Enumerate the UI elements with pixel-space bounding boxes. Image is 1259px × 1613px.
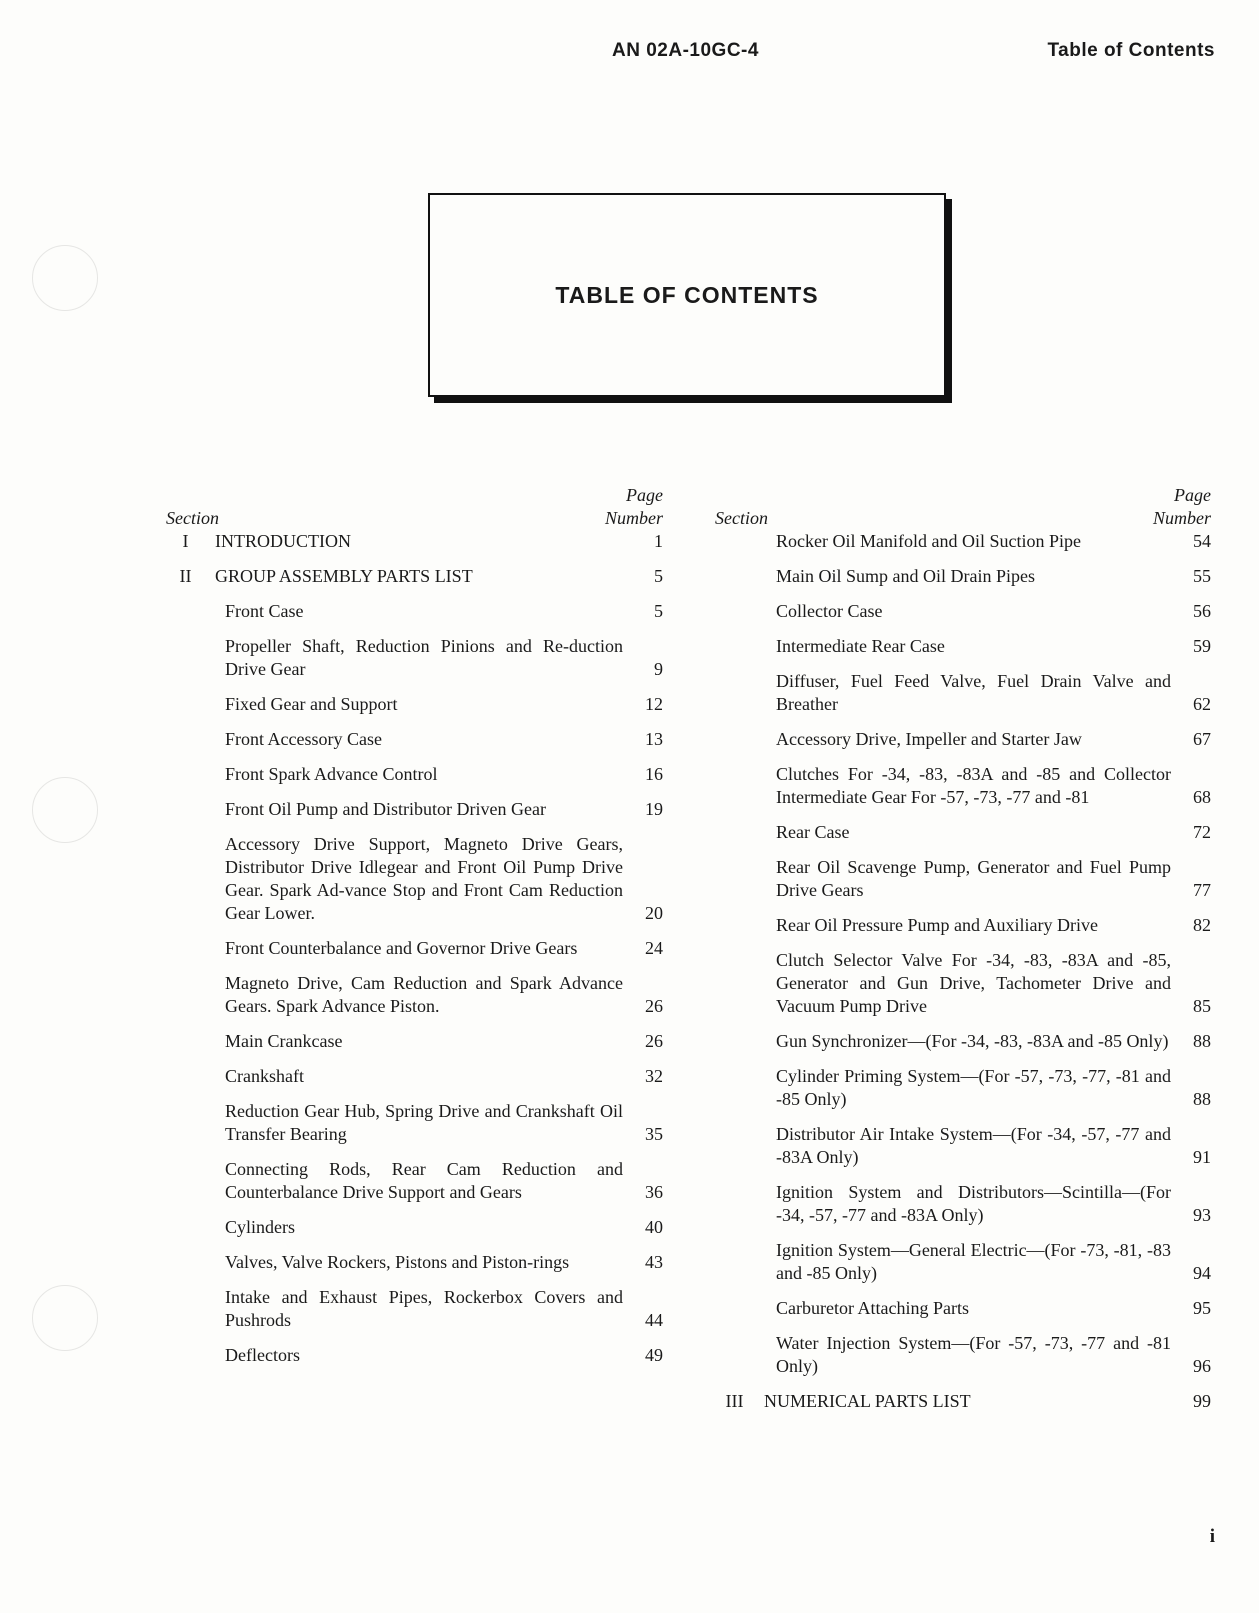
entry-page-number: 35 bbox=[645, 1124, 663, 1144]
toc-entry bbox=[715, 1030, 1211, 1053]
entry-page-number: 95 bbox=[1193, 1298, 1211, 1318]
entry-title bbox=[166, 937, 663, 960]
entry-page-number: 77 bbox=[1193, 880, 1211, 900]
entry-page-number: 99 bbox=[1193, 1391, 1211, 1411]
entry-text: Reduction Gear Hub, Spring Drive and Crankshaft Oil Transfer Bearing bbox=[225, 1101, 623, 1144]
entry-text: Rear Oil Pressure Pump and Auxiliary Drive bbox=[776, 915, 1098, 935]
entry-title bbox=[715, 914, 1211, 937]
section-title: NUMERICAL PARTS LIST bbox=[764, 1391, 971, 1411]
toc-entry bbox=[715, 1065, 1211, 1111]
entry-page-number: 67 bbox=[1193, 729, 1211, 749]
entry-text: Front Counterbalance and Governor Drive Gears bbox=[225, 938, 578, 958]
toc-entry bbox=[166, 972, 663, 1018]
entry-text: Front Spark Advance Control bbox=[225, 764, 438, 784]
entry-page-number: 55 bbox=[1193, 566, 1211, 586]
entry-page-number: 44 bbox=[645, 1310, 663, 1330]
entry-page-number: 88 bbox=[1193, 1031, 1211, 1051]
toc-entry bbox=[715, 821, 1211, 844]
entry-text: Clutch Selector Valve For -34, -83, -83A and -85, Generator and Gun Drive, Tachometer Drive and Vacuum Pump Drive bbox=[776, 950, 1171, 1016]
document-number: AN 02A-10GC-4 bbox=[612, 40, 759, 61]
entry-text: Front Case bbox=[225, 601, 304, 621]
toc-entry bbox=[166, 1030, 663, 1053]
entry-title bbox=[166, 565, 663, 588]
entry-text: Accessory Drive, Impeller and Starter Jaw bbox=[776, 729, 1082, 749]
entry-title bbox=[715, 1030, 1211, 1053]
toc-entry bbox=[166, 1344, 663, 1367]
entry-page-number: 62 bbox=[1193, 694, 1211, 714]
toc-entry bbox=[715, 1332, 1211, 1378]
page-number: i bbox=[1209, 1526, 1215, 1547]
entry-text: Collector Case bbox=[776, 601, 883, 621]
section-header: Section bbox=[715, 508, 768, 528]
entry-text: Fixed Gear and Support bbox=[225, 694, 398, 714]
entry-title bbox=[715, 856, 1211, 902]
entry-title bbox=[715, 565, 1211, 588]
section-numeral: III bbox=[725, 1391, 744, 1411]
entry-title bbox=[715, 728, 1211, 751]
entry-page-number: 26 bbox=[645, 1031, 663, 1051]
toc-entry bbox=[166, 763, 663, 786]
entry-page-number: 24 bbox=[645, 938, 663, 958]
toc-entry bbox=[166, 798, 663, 821]
entry-title bbox=[166, 600, 663, 623]
entry-text: Front Oil Pump and Distributor Driven Gear bbox=[225, 799, 546, 819]
entry-title bbox=[166, 798, 663, 821]
punch-hole bbox=[32, 245, 98, 311]
entry-text: Diffuser, Fuel Feed Valve, Fuel Drain Valve and Breather bbox=[776, 671, 1171, 714]
toc-entry bbox=[166, 635, 663, 681]
toc-entry bbox=[715, 914, 1211, 937]
entry-text: Propeller Shaft, Reduction Pinions and Re-duction Drive Gear bbox=[225, 636, 623, 679]
toc-entry bbox=[715, 565, 1211, 588]
entry-text: Cylinders bbox=[225, 1217, 295, 1237]
toc-entry bbox=[166, 1251, 663, 1274]
toc-section-entry bbox=[715, 1390, 1211, 1413]
entry-page-number: 40 bbox=[645, 1217, 663, 1237]
entry-page-number: 56 bbox=[1193, 601, 1211, 621]
entry-title bbox=[166, 1030, 663, 1053]
entry-page-number: 16 bbox=[645, 764, 663, 784]
toc-entry bbox=[166, 600, 663, 623]
column-header bbox=[715, 484, 1211, 530]
entry-title bbox=[715, 1390, 1211, 1413]
entry-title bbox=[715, 530, 1211, 553]
entry-text: Main Crankcase bbox=[225, 1031, 343, 1051]
entry-title bbox=[166, 1065, 663, 1088]
entry-page-number: 82 bbox=[1193, 915, 1211, 935]
toc-list bbox=[166, 530, 663, 1367]
entry-page-number: 94 bbox=[1193, 1263, 1211, 1283]
toc-entry bbox=[166, 693, 663, 716]
toc-entry bbox=[715, 635, 1211, 658]
entry-title bbox=[166, 1286, 663, 1332]
toc-entry bbox=[166, 1216, 663, 1239]
entry-title bbox=[166, 763, 663, 786]
entry-text: Intermediate Rear Case bbox=[776, 636, 945, 656]
entry-title bbox=[715, 763, 1211, 809]
toc-entry bbox=[715, 1181, 1211, 1227]
entry-title bbox=[715, 821, 1211, 844]
entry-text: Cylinder Priming System—(For -57, -73, -77, -81 and -85 Only) bbox=[776, 1066, 1171, 1109]
entry-page-number: 43 bbox=[645, 1252, 663, 1272]
page-number-header: Page Number bbox=[1153, 485, 1211, 528]
entry-title bbox=[715, 1332, 1211, 1378]
entry-page-number: 32 bbox=[645, 1066, 663, 1086]
section-numeral: I bbox=[182, 531, 189, 551]
toc-entry bbox=[166, 937, 663, 960]
entry-page-number: 72 bbox=[1193, 822, 1211, 842]
toc-entry bbox=[715, 670, 1211, 716]
entry-title bbox=[715, 1239, 1211, 1285]
entry-title bbox=[166, 1216, 663, 1239]
entry-title bbox=[166, 833, 663, 925]
column-header bbox=[166, 484, 663, 530]
entry-page-number: 54 bbox=[1193, 531, 1211, 551]
entry-page-number: 68 bbox=[1193, 787, 1211, 807]
entry-title bbox=[715, 1297, 1211, 1320]
entry-page-number: 9 bbox=[654, 659, 663, 679]
toc-entry bbox=[166, 1286, 663, 1332]
page-title: TABLE OF CONTENTS bbox=[555, 281, 819, 308]
toc-section-entry bbox=[166, 565, 663, 588]
entry-page-number: 88 bbox=[1193, 1089, 1211, 1109]
entry-text: Ignition System—General Electric—(For -73, -81, -83 and -85 Only) bbox=[776, 1240, 1171, 1283]
entry-title bbox=[166, 530, 663, 553]
entry-text: Distributor Air Intake System—(For -34, -57, -77 and -83A Only) bbox=[776, 1124, 1171, 1167]
toc-entry bbox=[715, 1239, 1211, 1285]
toc-entry bbox=[715, 728, 1211, 751]
entry-text: Gun Synchronizer—(For -34, -83, -83A and -85 Only) bbox=[776, 1031, 1169, 1051]
entry-page-number: 13 bbox=[645, 729, 663, 749]
toc-entry bbox=[166, 728, 663, 751]
entry-page-number: 20 bbox=[645, 903, 663, 923]
entry-text: Crankshaft bbox=[225, 1066, 304, 1086]
entry-title bbox=[715, 670, 1211, 716]
entry-text: Accessory Drive Support, Magneto Drive Gears, Distributor Drive Idlegear and Front Oil Pump Drive Gear. Spark Ad-vance Stop and Front Cam Reduction Gear Lower. bbox=[225, 834, 623, 923]
toc-entry bbox=[715, 1123, 1211, 1169]
entry-text: Rear Oil Scavenge Pump, Generator and Fuel Pump Drive Gears bbox=[776, 857, 1171, 900]
toc-entry bbox=[166, 1100, 663, 1146]
toc-list bbox=[715, 530, 1211, 1413]
toc-entry bbox=[715, 856, 1211, 902]
entry-text: Connecting Rods, Rear Cam Reduction and Counterbalance Drive Support and Gears bbox=[225, 1159, 623, 1202]
entry-text: Valves, Valve Rockers, Pistons and Piston-rings bbox=[225, 1252, 570, 1272]
punch-hole bbox=[32, 777, 98, 843]
section-title: INTRODUCTION bbox=[215, 531, 351, 551]
entry-page-number: 26 bbox=[645, 996, 663, 1016]
entry-title bbox=[715, 635, 1211, 658]
toc-entry bbox=[715, 763, 1211, 809]
entry-page-number: 36 bbox=[645, 1182, 663, 1202]
entry-text: Main Oil Sump and Oil Drain Pipes bbox=[776, 566, 1035, 586]
entry-text: Magneto Drive, Cam Reduction and Spark Advance Gears. Spark Advance Piston. bbox=[225, 973, 623, 1016]
toc-entry bbox=[715, 600, 1211, 623]
entry-text: Carburetor Attaching Parts bbox=[776, 1298, 969, 1318]
entry-title bbox=[715, 1065, 1211, 1111]
page-number-header: Page Number bbox=[605, 485, 663, 528]
section-title: GROUP ASSEMBLY PARTS LIST bbox=[215, 566, 473, 586]
entry-title bbox=[166, 972, 663, 1018]
entry-title bbox=[166, 728, 663, 751]
entry-text: Water Injection System—(For -57, -73, -77 and -81 Only) bbox=[776, 1333, 1171, 1376]
toc-entry bbox=[166, 1158, 663, 1204]
entry-page-number: 5 bbox=[654, 566, 663, 586]
toc-section-entry bbox=[166, 530, 663, 553]
toc-entry bbox=[715, 949, 1211, 1018]
entry-page-number: 1 bbox=[654, 531, 663, 551]
entry-page-number: 59 bbox=[1193, 636, 1211, 656]
section-numeral: II bbox=[179, 566, 192, 586]
running-header-title: Table of Contents bbox=[1047, 40, 1215, 61]
entry-page-number: 5 bbox=[654, 601, 663, 621]
toc-left-column bbox=[166, 484, 663, 1379]
entry-text: Front Accessory Case bbox=[225, 729, 382, 749]
entry-title bbox=[166, 1344, 663, 1367]
entry-text: Deflectors bbox=[225, 1345, 300, 1365]
entry-page-number: 19 bbox=[645, 799, 663, 819]
entry-page-number: 96 bbox=[1193, 1356, 1211, 1376]
entry-title bbox=[715, 600, 1211, 623]
entry-title bbox=[166, 693, 663, 716]
entry-title bbox=[166, 635, 663, 681]
toc-entry bbox=[715, 1297, 1211, 1320]
entry-text: Intake and Exhaust Pipes, Rockerbox Covers and Pushrods bbox=[225, 1287, 623, 1330]
title-box bbox=[428, 193, 946, 397]
entry-title bbox=[715, 1181, 1211, 1227]
entry-text: Ignition System and Distributors—Scintilla—(For -34, -57, -77 and -83A Only) bbox=[776, 1182, 1171, 1225]
entry-title bbox=[715, 1123, 1211, 1169]
entry-title bbox=[166, 1100, 663, 1146]
entry-title bbox=[715, 949, 1211, 1018]
entry-page-number: 12 bbox=[645, 694, 663, 714]
entry-page-number: 91 bbox=[1193, 1147, 1211, 1167]
toc-right-column bbox=[715, 484, 1211, 1425]
entry-title bbox=[166, 1251, 663, 1274]
toc-entry bbox=[166, 833, 663, 925]
toc-entry bbox=[715, 530, 1211, 553]
entry-title bbox=[166, 1158, 663, 1204]
entry-text: Rocker Oil Manifold and Oil Suction Pipe bbox=[776, 531, 1081, 551]
toc-entry bbox=[166, 1065, 663, 1088]
section-header: Section bbox=[166, 508, 219, 528]
entry-text: Rear Case bbox=[776, 822, 850, 842]
entry-page-number: 49 bbox=[645, 1345, 663, 1365]
punch-hole bbox=[32, 1285, 98, 1351]
entry-text: Clutches For -34, -83, -83A and -85 and Collector Intermediate Gear For -57, -73, -77 and -81 bbox=[776, 764, 1171, 807]
entry-page-number: 93 bbox=[1193, 1205, 1211, 1225]
entry-page-number: 85 bbox=[1193, 996, 1211, 1016]
